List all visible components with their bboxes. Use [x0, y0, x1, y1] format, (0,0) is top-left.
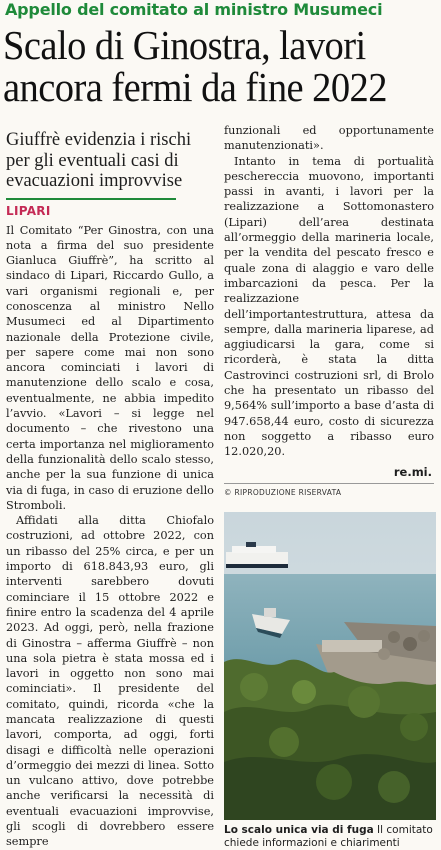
harbor-illustration: [224, 512, 436, 820]
paragraph: Affidati alla ditta Chiofalo costruzioni, ad ottobre 2022, con un ribasso del 25% circa, e per un importo di 618.843,93 euro, gli interventi sarebbero dovuti cominciare il 15 ottobre 2022 e finire entro la scadenza del 4 aprile 2023. Ad oggi, però, nella frazione di Ginostra – afferma Giuffrè – non una sola pietra è stata mossa ed i lavori in oggetto non sono mai cominciati». Il presidente del comitato, quindi, ricorda «che la mancata realizzazione di questi lavori, comporta, ad oggi, forti disagi e difficoltà nelle operazioni d’ormeggio dei mezzi di linea. Sotto un vulcano attivo, dove potrebbe anche verificarsi la necessità di eventuali evacuazioni improvvise, gli scogli di dovrebbero essere sempre: [6, 514, 214, 849]
kicker: Appello del comitato al ministro Musumeci: [5, 0, 383, 19]
paragraph: funzionali ed opportunamente manutenzionati».: [224, 124, 434, 153]
author-signature: re.mi.: [393, 464, 432, 479]
subhead-rule: [6, 198, 176, 200]
caption-title: Lo scalo unica via di fuga: [224, 824, 374, 836]
paragraph: Il Comitato “Per Ginostra, con una nota a firma del suo presidente Gianluca Giuffrè”, ha scritto al sindaco di Lipari, Riccardo Gullo, a vari organismi regionali e, per conoscenza al ministro Nello Musumeci ed al Dipartimento nazionale della Protezione civile, per sapere come mai non sono ancora cominciati i lavori di manutenzione dello scalo e cosa, eventualmente, ne abbia impedito l’avvio. «Lavori – si legge nel documento – che rivestono una certa importanza nel miglioramento della funzionalità dello scalo stesso, anche per la sua funzione di unica via di fuga, in caso di eruzione dello Stromboli.: [6, 223, 214, 512]
column-2-body: [224, 123, 434, 460]
copyright-notice: © RIPRODUZIONE RISERVATA: [224, 487, 342, 497]
caption-text: Il comitato chiede informazioni e chiarimenti: [224, 824, 433, 849]
dateline: LIPARI: [6, 203, 51, 218]
headline-line-1: Scalo di Ginostra, lavori: [3, 22, 366, 68]
column-2: [224, 123, 434, 497]
column-1-body: [6, 223, 214, 850]
subheadline: Giuffrè evidenzia i rischi per gli eventuali casi di evacuazioni improvvise: [6, 130, 192, 191]
harbor-photo: [224, 512, 436, 820]
divider: [224, 483, 434, 484]
column-1: [6, 130, 214, 850]
paragraph: Intanto in tema di portualità peschereccia muovono, importanti passi in avanti, i lavori per la realizzazione a Sottomonastero (Lipari) dell’area destinata all’ormeggio della marineria locale, per la vendita del pescato fresco e quale zona di alaggio e varo delle imbarcazioni da pesca. Per la realizzazione dell’importantestruttura, attesa da sempre, dalla marineria liparese, ad aggiudicarsi la gara, come si ricorderà, è stata la ditta Castrovinci costruzioni srl, di Brolo che ha presentato un ribasso del 9,564% sull’importo a base d’asta di 947.658,44 euro, costo di sicurezza non soggetto a ribasso euro 12.020,20.: [224, 154, 434, 459]
vegetation: [224, 659, 436, 820]
photo-caption: [224, 824, 436, 850]
headline-line-2: ancora fermi da fine 2022: [3, 64, 387, 110]
headline: [3, 24, 413, 108]
